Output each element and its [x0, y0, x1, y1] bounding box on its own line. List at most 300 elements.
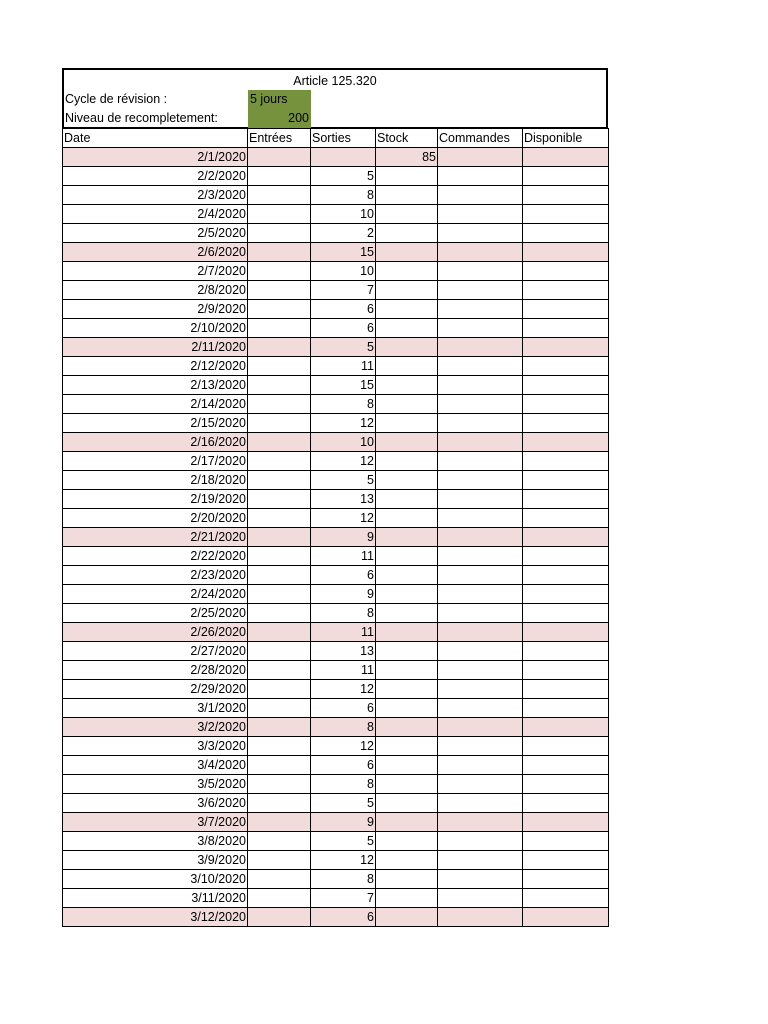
- cell-commandes[interactable]: [438, 167, 523, 186]
- cell-disponible[interactable]: [523, 870, 609, 889]
- cell-sorties[interactable]: 6: [311, 300, 376, 319]
- cell-date[interactable]: 3/10/2020: [63, 870, 248, 889]
- cell-sorties[interactable]: 5: [311, 167, 376, 186]
- cell-entrees[interactable]: [248, 756, 311, 775]
- cell-commandes[interactable]: [438, 737, 523, 756]
- cell-sorties[interactable]: 7: [311, 889, 376, 908]
- column-header-row: [63, 129, 609, 148]
- cell-commandes[interactable]: [438, 186, 523, 205]
- cell-entrees[interactable]: [248, 395, 311, 414]
- table-row: [63, 851, 609, 870]
- cell-commandes[interactable]: [438, 205, 523, 224]
- cell-date[interactable]: 2/22/2020: [63, 547, 248, 566]
- cell-stock[interactable]: [376, 490, 438, 509]
- cell-stock[interactable]: [376, 908, 438, 927]
- cell-entrees[interactable]: [248, 528, 311, 547]
- cell-stock[interactable]: [376, 395, 438, 414]
- table-row: [63, 642, 609, 661]
- cell-stock[interactable]: 85: [376, 148, 438, 167]
- table-row: [63, 794, 609, 813]
- cell-sorties[interactable]: 6: [311, 566, 376, 585]
- table-row: [63, 300, 609, 319]
- cell-disponible[interactable]: [523, 566, 609, 585]
- cell-date[interactable]: 2/3/2020: [63, 186, 248, 205]
- cell-disponible[interactable]: [523, 471, 609, 490]
- cell-entrees[interactable]: [248, 300, 311, 319]
- cell-disponible[interactable]: [523, 794, 609, 813]
- cell-sorties[interactable]: 9: [311, 528, 376, 547]
- cell-stock[interactable]: [376, 813, 438, 832]
- cell-sorties[interactable]: 10: [311, 205, 376, 224]
- table-row: [63, 471, 609, 490]
- cell-sorties[interactable]: 12: [311, 737, 376, 756]
- cell-stock[interactable]: [376, 433, 438, 452]
- cell-commandes[interactable]: [438, 756, 523, 775]
- cell-commandes[interactable]: [438, 148, 523, 167]
- cell-stock[interactable]: [376, 262, 438, 281]
- table-row: [63, 281, 609, 300]
- cell-date[interactable]: 3/8/2020: [63, 832, 248, 851]
- cell-entrees[interactable]: [248, 642, 311, 661]
- table-row: [63, 243, 609, 262]
- cycle-value[interactable]: 5 jours: [248, 90, 311, 109]
- cell-sorties[interactable]: 10: [311, 262, 376, 281]
- table-row: [63, 604, 609, 623]
- cell-stock[interactable]: [376, 319, 438, 338]
- cell-date[interactable]: 3/1/2020: [63, 699, 248, 718]
- cell-disponible[interactable]: [523, 376, 609, 395]
- cell-stock[interactable]: [376, 205, 438, 224]
- cell-stock[interactable]: [376, 623, 438, 642]
- table-row: [63, 205, 609, 224]
- cell-disponible[interactable]: [523, 357, 609, 376]
- cell-disponible[interactable]: [523, 642, 609, 661]
- cell-commandes[interactable]: [438, 832, 523, 851]
- cell-entrees[interactable]: [248, 680, 311, 699]
- cell-disponible[interactable]: [523, 908, 609, 927]
- table-row: [63, 661, 609, 680]
- cell-entrees[interactable]: [248, 585, 311, 604]
- cell-disponible[interactable]: [523, 319, 609, 338]
- cell-sorties[interactable]: 13: [311, 642, 376, 661]
- cell-stock[interactable]: [376, 357, 438, 376]
- cell-entrees[interactable]: [248, 262, 311, 281]
- table-row: [63, 148, 609, 167]
- cell-disponible[interactable]: [523, 300, 609, 319]
- cell-disponible[interactable]: [523, 680, 609, 699]
- table-row: [63, 528, 609, 547]
- cell-commandes[interactable]: [438, 870, 523, 889]
- cell-disponible[interactable]: [523, 452, 609, 471]
- cell-sorties[interactable]: 2: [311, 224, 376, 243]
- cell-commandes[interactable]: [438, 566, 523, 585]
- cell-date[interactable]: 2/21/2020: [63, 528, 248, 547]
- cell-entrees[interactable]: [248, 870, 311, 889]
- cell-stock[interactable]: [376, 832, 438, 851]
- cell-entrees[interactable]: [248, 699, 311, 718]
- cell-sorties[interactable]: 8: [311, 870, 376, 889]
- cell-commandes[interactable]: [438, 243, 523, 262]
- cell-sorties[interactable]: 13: [311, 490, 376, 509]
- cell-date[interactable]: 2/26/2020: [63, 623, 248, 642]
- header-commandes[interactable]: Commandes: [438, 129, 523, 148]
- cell-disponible[interactable]: [523, 205, 609, 224]
- cell-entrees[interactable]: [248, 414, 311, 433]
- cell-date[interactable]: 2/18/2020: [63, 471, 248, 490]
- cell-disponible[interactable]: [523, 851, 609, 870]
- table-row: [63, 509, 609, 528]
- cell-sorties[interactable]: 7: [311, 281, 376, 300]
- table-row: [63, 395, 609, 414]
- cell-sorties[interactable]: 5: [311, 832, 376, 851]
- cell-disponible[interactable]: [523, 718, 609, 737]
- table-row: [63, 357, 609, 376]
- cell-entrees[interactable]: [248, 167, 311, 186]
- cell-stock[interactable]: [376, 528, 438, 547]
- cell-stock[interactable]: [376, 243, 438, 262]
- cell-date[interactable]: 3/12/2020: [63, 908, 248, 927]
- cell-entrees[interactable]: [248, 718, 311, 737]
- cell-stock[interactable]: [376, 680, 438, 699]
- cell-date[interactable]: 2/6/2020: [63, 243, 248, 262]
- cell-disponible[interactable]: [523, 243, 609, 262]
- cell-commandes[interactable]: [438, 547, 523, 566]
- cell-date[interactable]: 2/4/2020: [63, 205, 248, 224]
- cell-date[interactable]: 2/5/2020: [63, 224, 248, 243]
- cell-disponible[interactable]: [523, 661, 609, 680]
- cell-disponible[interactable]: [523, 395, 609, 414]
- header-sorties[interactable]: Sorties: [311, 129, 376, 148]
- cell-date[interactable]: 3/3/2020: [63, 737, 248, 756]
- cell-date[interactable]: 2/12/2020: [63, 357, 248, 376]
- cell-disponible[interactable]: [523, 224, 609, 243]
- cell-commandes[interactable]: [438, 680, 523, 699]
- table-row: [63, 737, 609, 756]
- cell-entrees[interactable]: [248, 281, 311, 300]
- cell-date[interactable]: 2/25/2020: [63, 604, 248, 623]
- cell-sorties[interactable]: 8: [311, 775, 376, 794]
- cell-stock[interactable]: [376, 547, 438, 566]
- cell-commandes[interactable]: [438, 471, 523, 490]
- cell-entrees[interactable]: [248, 433, 311, 452]
- cell-stock[interactable]: [376, 338, 438, 357]
- cell-sorties[interactable]: 9: [311, 813, 376, 832]
- cell-disponible[interactable]: [523, 756, 609, 775]
- sheet-header: [62, 68, 608, 128]
- cell-date[interactable]: 2/15/2020: [63, 414, 248, 433]
- cell-entrees[interactable]: [248, 813, 311, 832]
- cell-entrees[interactable]: [248, 832, 311, 851]
- cell-disponible[interactable]: [523, 737, 609, 756]
- cell-disponible[interactable]: [523, 338, 609, 357]
- cell-sorties[interactable]: 8: [311, 604, 376, 623]
- cell-disponible[interactable]: [523, 509, 609, 528]
- cell-sorties[interactable]: 11: [311, 623, 376, 642]
- cell-entrees[interactable]: [248, 775, 311, 794]
- cell-entrees[interactable]: [248, 509, 311, 528]
- table-row: [63, 262, 609, 281]
- cell-entrees[interactable]: [248, 661, 311, 680]
- table-row: [63, 566, 609, 585]
- cell-entrees[interactable]: [248, 224, 311, 243]
- cell-disponible[interactable]: [523, 414, 609, 433]
- cell-stock[interactable]: [376, 186, 438, 205]
- cell-date[interactable]: 2/13/2020: [63, 376, 248, 395]
- table-row: [63, 167, 609, 186]
- cell-disponible[interactable]: [523, 186, 609, 205]
- cell-sorties[interactable]: 12: [311, 680, 376, 699]
- cell-entrees[interactable]: [248, 794, 311, 813]
- cell-date[interactable]: 2/11/2020: [63, 338, 248, 357]
- cell-stock[interactable]: [376, 851, 438, 870]
- niveau-value[interactable]: 200: [248, 109, 311, 128]
- cell-entrees[interactable]: [248, 471, 311, 490]
- cell-disponible[interactable]: [523, 167, 609, 186]
- cell-commandes[interactable]: [438, 262, 523, 281]
- cell-commandes[interactable]: [438, 376, 523, 395]
- cell-entrees[interactable]: [248, 490, 311, 509]
- cell-entrees[interactable]: [248, 908, 311, 927]
- cell-commandes[interactable]: [438, 623, 523, 642]
- cell-date[interactable]: 3/11/2020: [63, 889, 248, 908]
- table-row: [63, 490, 609, 509]
- cell-commandes[interactable]: [438, 851, 523, 870]
- cell-sorties[interactable]: 8: [311, 395, 376, 414]
- header-disponible[interactable]: Disponible: [523, 129, 609, 148]
- cell-date[interactable]: 3/4/2020: [63, 756, 248, 775]
- cell-disponible[interactable]: [523, 775, 609, 794]
- cell-sorties[interactable]: 8: [311, 718, 376, 737]
- cell-disponible[interactable]: [523, 490, 609, 509]
- cell-sorties[interactable]: 15: [311, 376, 376, 395]
- cell-sorties[interactable]: 11: [311, 547, 376, 566]
- cell-sorties[interactable]: 6: [311, 908, 376, 927]
- spreadsheet: [62, 68, 608, 927]
- cell-sorties[interactable]: 12: [311, 414, 376, 433]
- table-row: [63, 338, 609, 357]
- cell-commandes[interactable]: [438, 319, 523, 338]
- cell-date[interactable]: 3/7/2020: [63, 813, 248, 832]
- cell-disponible[interactable]: [523, 889, 609, 908]
- cell-disponible[interactable]: [523, 604, 609, 623]
- cell-commandes[interactable]: [438, 718, 523, 737]
- cell-sorties[interactable]: 8: [311, 186, 376, 205]
- niveau-label: Niveau de recompletement:: [65, 111, 218, 125]
- niveau-row: [64, 109, 606, 128]
- cell-disponible[interactable]: [523, 699, 609, 718]
- cell-stock[interactable]: [376, 642, 438, 661]
- header-date[interactable]: Date: [63, 129, 248, 148]
- cell-entrees[interactable]: [248, 889, 311, 908]
- cell-date[interactable]: 2/16/2020: [63, 433, 248, 452]
- cell-entrees[interactable]: [248, 452, 311, 471]
- cell-entrees[interactable]: [248, 148, 311, 167]
- cell-commandes[interactable]: [438, 490, 523, 509]
- table-row: [63, 376, 609, 395]
- cell-sorties[interactable]: 11: [311, 357, 376, 376]
- cell-commandes[interactable]: [438, 300, 523, 319]
- cell-commandes[interactable]: [438, 889, 523, 908]
- cell-sorties[interactable]: [311, 148, 376, 167]
- cell-sorties[interactable]: 6: [311, 756, 376, 775]
- cell-entrees[interactable]: [248, 623, 311, 642]
- cell-sorties[interactable]: 12: [311, 509, 376, 528]
- cell-date[interactable]: 3/2/2020: [63, 718, 248, 737]
- cell-sorties[interactable]: 5: [311, 338, 376, 357]
- cell-stock[interactable]: [376, 471, 438, 490]
- table-row: [63, 186, 609, 205]
- cell-sorties[interactable]: 12: [311, 452, 376, 471]
- cell-stock[interactable]: [376, 699, 438, 718]
- cell-commandes[interactable]: [438, 528, 523, 547]
- cell-stock[interactable]: [376, 414, 438, 433]
- cell-stock[interactable]: [376, 661, 438, 680]
- cell-sorties[interactable]: 15: [311, 243, 376, 262]
- cell-date[interactable]: 2/19/2020: [63, 490, 248, 509]
- cell-date[interactable]: 2/14/2020: [63, 395, 248, 414]
- table-row: [63, 414, 609, 433]
- cell-entrees[interactable]: [248, 604, 311, 623]
- cell-entrees[interactable]: [248, 186, 311, 205]
- cell-stock[interactable]: [376, 300, 438, 319]
- cell-stock[interactable]: [376, 376, 438, 395]
- cell-entrees[interactable]: [248, 376, 311, 395]
- cell-date[interactable]: 2/17/2020: [63, 452, 248, 471]
- cell-date[interactable]: 2/24/2020: [63, 585, 248, 604]
- cell-entrees[interactable]: [248, 547, 311, 566]
- table-row: [63, 224, 609, 243]
- cycle-label: Cycle de révision :: [65, 92, 168, 106]
- cell-disponible[interactable]: [523, 623, 609, 642]
- cell-date[interactable]: 3/9/2020: [63, 851, 248, 870]
- cell-stock[interactable]: [376, 718, 438, 737]
- table-row: [63, 699, 609, 718]
- table-row: [63, 718, 609, 737]
- cell-commandes[interactable]: [438, 224, 523, 243]
- table-row: [63, 452, 609, 471]
- cell-commandes[interactable]: [438, 699, 523, 718]
- cell-entrees[interactable]: [248, 357, 311, 376]
- cell-entrees[interactable]: [248, 566, 311, 585]
- cell-stock[interactable]: [376, 737, 438, 756]
- cell-commandes[interactable]: [438, 908, 523, 927]
- cell-commandes[interactable]: [438, 775, 523, 794]
- cell-stock[interactable]: [376, 870, 438, 889]
- cell-sorties[interactable]: 5: [311, 471, 376, 490]
- header-stock[interactable]: Stock: [376, 129, 438, 148]
- cell-commandes[interactable]: [438, 813, 523, 832]
- table-row: [63, 889, 609, 908]
- table-row: [63, 547, 609, 566]
- cell-commandes[interactable]: [438, 452, 523, 471]
- cell-commandes[interactable]: [438, 414, 523, 433]
- cell-disponible[interactable]: [523, 281, 609, 300]
- stock-table: [62, 128, 609, 927]
- cell-sorties[interactable]: 12: [311, 851, 376, 870]
- cell-sorties[interactable]: 11: [311, 661, 376, 680]
- cell-sorties[interactable]: 5: [311, 794, 376, 813]
- cell-disponible[interactable]: [523, 813, 609, 832]
- cell-stock[interactable]: [376, 509, 438, 528]
- cell-stock[interactable]: [376, 452, 438, 471]
- cell-commandes[interactable]: [438, 794, 523, 813]
- cell-disponible[interactable]: [523, 832, 609, 851]
- cell-stock[interactable]: [376, 756, 438, 775]
- cell-entrees[interactable]: [248, 338, 311, 357]
- cell-disponible[interactable]: [523, 148, 609, 167]
- cell-stock[interactable]: [376, 566, 438, 585]
- table-row: [63, 433, 609, 452]
- cell-stock[interactable]: [376, 604, 438, 623]
- cell-date[interactable]: 2/23/2020: [63, 566, 248, 585]
- cell-entrees[interactable]: [248, 737, 311, 756]
- cell-entrees[interactable]: [248, 319, 311, 338]
- cell-date[interactable]: 2/20/2020: [63, 509, 248, 528]
- cell-date[interactable]: 2/27/2020: [63, 642, 248, 661]
- cell-disponible[interactable]: [523, 585, 609, 604]
- table-row: [63, 775, 609, 794]
- cell-date[interactable]: 2/29/2020: [63, 680, 248, 699]
- cell-disponible[interactable]: [523, 433, 609, 452]
- cell-commandes[interactable]: [438, 642, 523, 661]
- cell-sorties[interactable]: 6: [311, 319, 376, 338]
- cell-stock[interactable]: [376, 167, 438, 186]
- cell-date[interactable]: 2/8/2020: [63, 281, 248, 300]
- cell-commandes[interactable]: [438, 585, 523, 604]
- cell-disponible[interactable]: [523, 262, 609, 281]
- cell-stock[interactable]: [376, 889, 438, 908]
- cell-date[interactable]: 2/10/2020: [63, 319, 248, 338]
- cell-commandes[interactable]: [438, 604, 523, 623]
- cell-date[interactable]: 3/5/2020: [63, 775, 248, 794]
- cell-disponible[interactable]: [523, 547, 609, 566]
- table-row: [63, 585, 609, 604]
- table-row: [63, 870, 609, 889]
- cell-commandes[interactable]: [438, 281, 523, 300]
- cell-date[interactable]: 2/7/2020: [63, 262, 248, 281]
- cell-commandes[interactable]: [438, 395, 523, 414]
- cell-sorties[interactable]: 9: [311, 585, 376, 604]
- cell-commandes[interactable]: [438, 338, 523, 357]
- cell-date[interactable]: 2/1/2020: [63, 148, 248, 167]
- table-row: [63, 756, 609, 775]
- article-title: Article 125.320: [293, 74, 377, 88]
- cell-stock[interactable]: [376, 281, 438, 300]
- cell-date[interactable]: 2/28/2020: [63, 661, 248, 680]
- cell-disponible[interactable]: [523, 528, 609, 547]
- cell-date[interactable]: 2/9/2020: [63, 300, 248, 319]
- cell-stock[interactable]: [376, 775, 438, 794]
- cell-entrees[interactable]: [248, 243, 311, 262]
- cell-commandes[interactable]: [438, 509, 523, 528]
- cell-commandes[interactable]: [438, 433, 523, 452]
- cell-stock[interactable]: [376, 585, 438, 604]
- header-entrees[interactable]: Entrées: [248, 129, 311, 148]
- cell-stock[interactable]: [376, 794, 438, 813]
- cell-date[interactable]: 3/6/2020: [63, 794, 248, 813]
- cell-sorties[interactable]: 10: [311, 433, 376, 452]
- cycle-row: [64, 90, 606, 109]
- cell-commandes[interactable]: [438, 661, 523, 680]
- table-row: [63, 319, 609, 338]
- cell-commandes[interactable]: [438, 357, 523, 376]
- cell-sorties[interactable]: 6: [311, 699, 376, 718]
- cell-stock[interactable]: [376, 224, 438, 243]
- cell-date[interactable]: 2/2/2020: [63, 167, 248, 186]
- table-row: [63, 813, 609, 832]
- cell-entrees[interactable]: [248, 205, 311, 224]
- cell-entrees[interactable]: [248, 851, 311, 870]
